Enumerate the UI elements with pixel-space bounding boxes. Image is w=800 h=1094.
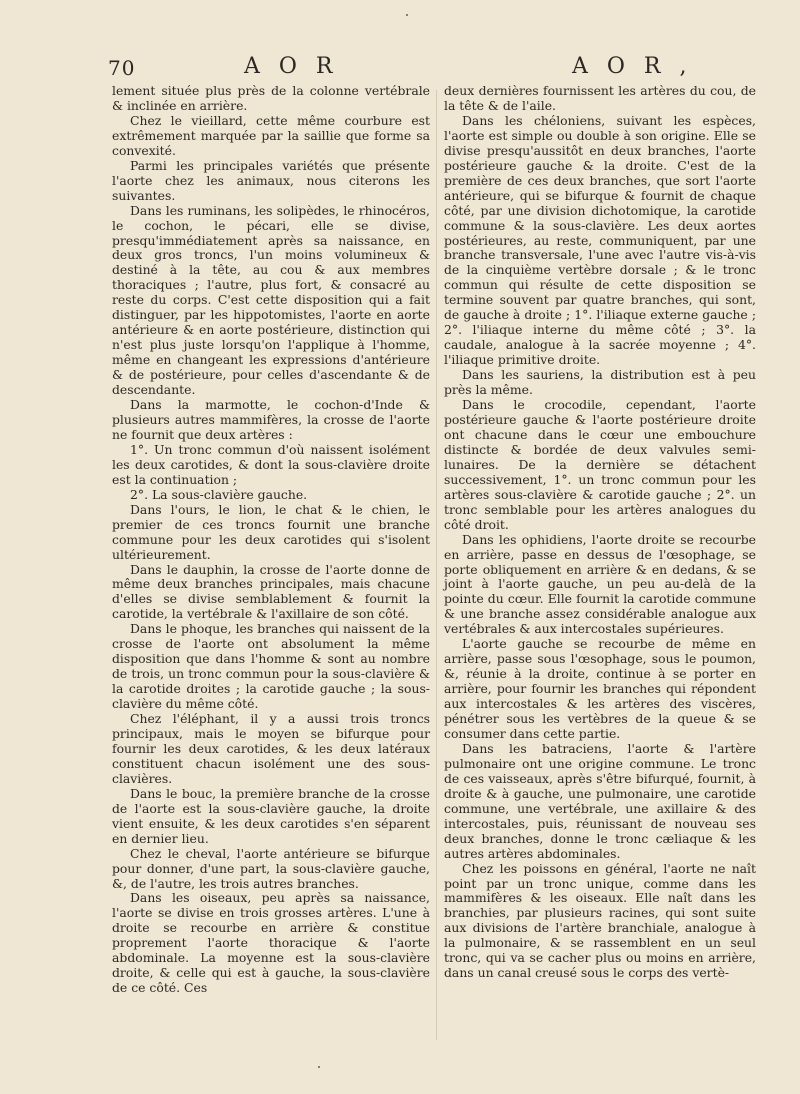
paragraph: Dans les ophidiens, l'aorte droite se recourbe en arrière, passe en dessus de l'œsophage, se porte obliquement en arrière & en dedans, & se joint à l'aorte gauche, un peu au-delà de la pointe du cœur. Elle fournit la carotide commune & une branche assez considérable analogue aux vertébrales & aux intercostales supérieures. (444, 531, 756, 637)
running-head-left: A O R (244, 54, 339, 79)
paragraph: Dans les chéloniens, suivant les espèces, l'aorte est simple ou double à son origine. Elle se divise presqu'aussitôt en deux branches, l'aorte postérieure gauche & la droite. C'est de la première de ces deux branches, que sort l'aorte antérieure, qui se bifurque & fournit de chaque côté, par une division dichotomique, la carotide commune & la sous-clavière. Les deux aortes postérieures, au reste, communiquent, par une branche transversale, l'une avec l'autre vis-à-vis de la cinquième vertèbre dorsale ; & le tronc commun qui résulte de cette disposition se termine souvent par quatre branches, qui sont, de gauche à droite ; 1°. l'iliaque externe gauche ; 2°. l'iliaque interne du même côté ; 3°. la caudale, analogue à la sacrée moyenne ; 4°. l'iliaque primitive droite. (444, 112, 756, 368)
running-head-right: A O R , (572, 54, 693, 79)
paragraph: Dans les oiseaux, peu après sa naissance, l'aorte se divise en trois grosses artères. L'une à droite se recourbe en arrière & constitue proprement l'aorte thoracique & l'aorte abdominale. La moyenne est la sous-clavière droite, & celle qui est à gauche, la sous-clavière de ce côté. Ces (112, 890, 430, 996)
paragraph: Dans l'ours, le lion, le chat & le chien, le premier de ces troncs fournit une branche commune pour les deux carotides qui s'isolent ultérieurement. (112, 501, 430, 562)
paragraph: Chez l'éléphant, il y a aussi trois troncs principaux, mais le moyen se bifurque pour fournir les deux carotides, & les deux latéraux constituent chacun isolément une des sous-clavières. (112, 711, 430, 786)
paper-speck (318, 1066, 320, 1068)
paragraph: Dans la marmotte, le cochon-d'Inde & plusieurs autres mammifères, la crosse de l'aorte ne fournit que deux artères : (112, 397, 430, 442)
page-number: 70 (108, 56, 136, 80)
left-column (112, 84, 430, 996)
paragraph: L'aorte gauche se recourbe de même en arrière, passe sous l'œsophage, sous le poumon, &, réunie à la droite, continue à se porter en arrière, pour fournir les branches qui répondent aux intercostales & les artères des viscères, pénétrer sous les vertèbres de la queue & se consumer dans cette partie. (444, 636, 756, 741)
list-item: 2°. La sous-clavière gauche. (130, 486, 308, 502)
paragraph: Chez le vieillard, cette même courbure est extrêmement marquée par la saillie que forme sa convexité. (112, 112, 430, 158)
paragraph: Dans le crocodile, cependant, l'aorte postérieure gauche & l'aorte postérieure droite ont chacune dans le cœur une embouchure distincte & bordée de deux valvules semi-lunaires. De la dernière se détachent successivement, 1°. un tronc commun pour les artères sous-clavière & carotide gauche ; 2°. un tronc semblable pour les artères analogues du côté droit. (444, 397, 756, 532)
column-divider (436, 90, 437, 1040)
paragraph: Dans les batraciens, l'aorte & l'artère pulmonaire ont une origine commune. Le tronc de ces vaisseaux, après s'être bifurqué, fournit, à droite & à gauche, une pulmonaire, une carotide commune, une vertébrale, une axillaire & des intercostales, puis, réunissant de nouveau ses deux branches, donne le tronc cæliaque & les autres artères abdominales. (444, 740, 756, 861)
paragraph: lement située plus près de la colonne vertébrale & inclinée en arrière. (112, 83, 430, 113)
paragraph: Chez les poissons en général, l'aorte ne naît point par un tronc unique, comme dans les mammifères & les oiseaux. Elle naît dans les branchies, par plusieurs racines, qui sont suite aux divisions de l'artère branchiale, analogue à la pulmonaire, & se rassemblent en un seul tronc, qui va se cacher plus ou moins en arrière, dans un canal creusé sous le corps des vertè- (444, 860, 756, 981)
paragraph: Dans le phoque, les branches qui naissent de la crosse de l'aorte ont absolument la même disposition que dans l'homme & sont au nombre de trois, un tronc commun pour la sous-clavière & la carotide droites ; la carotide gauche ; la sous-clavière du même côté. (112, 621, 430, 712)
paper-speck (406, 14, 408, 16)
paragraph: deux dernières fournissent les artères du cou, de la tête & de l'aile. (444, 83, 756, 113)
paragraph: Chez le cheval, l'aorte antérieure se bifurque pour donner, d'une part, la sous-clavière gauche, &, de l'autre, les trois autres branches. (112, 845, 430, 891)
paragraph: Dans le bouc, la première branche de la crosse de l'aorte est la sous-clavière gauche, la droite vient ensuite, & les deux carotides s'en séparent en dernier lieu. (112, 785, 430, 846)
paragraph: Dans les ruminans, les solipèdes, le rhinocéros, le cochon, le pécari, elle se divise, presqu'immédiatement après sa naissance, en deux gros troncs, l'un moins volumineux & destiné à la tête, au cou & aux membres thoraciques ; l'autre, plus fort, & consacré au reste du corps. C'est cette disposition qui a fait distinguer, par les hippotomistes, l'aorte en aorte antérieure & en aorte postérieure, distinction qui n'est plus juste lorsqu'on l'applique à l'homme, même en changeant les expressions d'antérieure & de postérieure, pour celles d'ascendante & de descendante. (112, 202, 430, 398)
paragraph: Dans le dauphin, la crosse de l'aorte donne de même deux branches principales, mais chacune d'elles se divise semblablement & fournit la carotide, la vertébrale & l'axillaire de son côté. (112, 561, 430, 622)
right-column (444, 84, 756, 981)
paragraph: Parmi les principales variétés que présente l'aorte chez les animaux, nous citerons les suivantes. (112, 157, 430, 203)
list-item: 1°. Un tronc commun d'où naissent isolément les deux carotides, & dont la sous-clavière droite est la continuation ; (112, 441, 430, 487)
paragraph: Dans les sauriens, la distribution est à peu près la même. (444, 367, 756, 398)
